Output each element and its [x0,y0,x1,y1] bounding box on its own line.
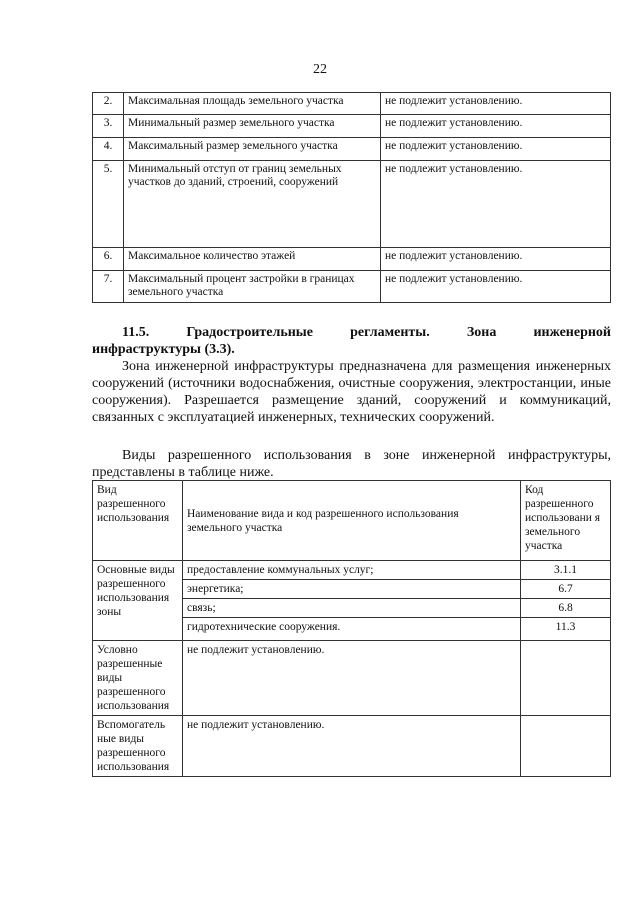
table-row [93,138,611,161]
section-title-word: Зона [466,325,497,340]
page-number: 22 [313,62,327,77]
row-number: 6. [93,248,124,271]
table-row [93,641,611,716]
header-use-type: Вид разрешенного использования [93,481,183,561]
auxiliary-use-text: не подлежит установлению. [183,716,521,777]
table-row [93,93,611,115]
table-row [93,161,611,248]
permitted-use-table [92,480,611,777]
section-title-word: регламенты. [350,325,430,340]
section-number: 11.5. [122,325,150,340]
parameter-value: не подлежит установлению. [381,248,611,271]
parameters-table [92,92,611,303]
use-name: предоставление коммунальных услуг; [183,561,521,580]
table-row [93,248,611,271]
header-use-code: Код разрешенного использовани я земельного участка [521,481,611,561]
row-number: 5. [93,161,124,248]
section-heading-line1 [92,324,611,341]
parameter-name: Максимальный размер земельного участка [124,138,381,161]
parameter-value: не подлежит установлению. [381,115,611,138]
parameter-name: Максимальное количество этажей [124,248,381,271]
group-label-main: Основные виды разрешенного использования зоны [93,561,183,641]
parameter-value: не подлежит установлению. [381,271,611,303]
row-number: 4. [93,138,124,161]
use-name: энергетика; [183,580,521,599]
zone-description-paragraph: Зона инженерной инфраструктуры предназначена для размещения инженерных сооружений (источники водоснабжения, очистные сооружения, электростанции, иные сооружения). Разрешается размещение зданий, сооружений и коммуникаций, связанных с эксплуатацией инженерных, технических сооружений. [92,359,611,425]
parameter-name: Минимальный отступ от границ земельных участков до зданий, строений, сооружений [124,161,381,248]
row-number: 3. [93,115,124,138]
conditional-use-text: не подлежит установлению. [183,641,521,716]
parameter-name: Минимальный размер земельного участка [124,115,381,138]
use-code: 6.8 [521,599,611,618]
use-code: 3.1.1 [521,561,611,580]
table-row [93,716,611,777]
section-title-word: Градостроительные [186,325,313,340]
use-code: 11.3 [521,618,611,641]
table-header-row [93,481,611,561]
table-row [93,271,611,303]
use-name: гидротехнические сооружения. [183,618,521,641]
table-row [93,561,611,580]
parameter-value: не подлежит установлению. [381,93,611,115]
use-code: 6.7 [521,580,611,599]
group-label-auxiliary: Вспомогатель ные виды разрешенного использования [93,716,183,777]
empty-cell [521,716,611,777]
parameter-value: не подлежит установлению. [381,161,611,248]
table-row [93,115,611,138]
section-title-word: инженерной [533,325,611,340]
parameter-value: не подлежит установлению. [381,138,611,161]
header-use-name: Наименование вида и код разрешенного использования земельного участка [183,481,521,561]
parameter-name: Максимальный процент застройки в границах земельного участка [124,271,381,303]
parameter-name: Максимальная площадь земельного участка [124,93,381,115]
row-number: 2. [93,93,124,115]
group-label-conditional: Условно разрешенные виды разрешенного использования [93,641,183,716]
section-heading [92,324,611,358]
use-name: связь; [183,599,521,618]
empty-cell [521,641,611,716]
row-number: 7. [93,271,124,303]
section-heading-line2: инфраструктуры (3.3). [92,342,235,357]
table-intro-paragraph: Виды разрешенного использования в зоне инженерной инфраструктуры, представлены в таблице ниже. [92,448,611,480]
